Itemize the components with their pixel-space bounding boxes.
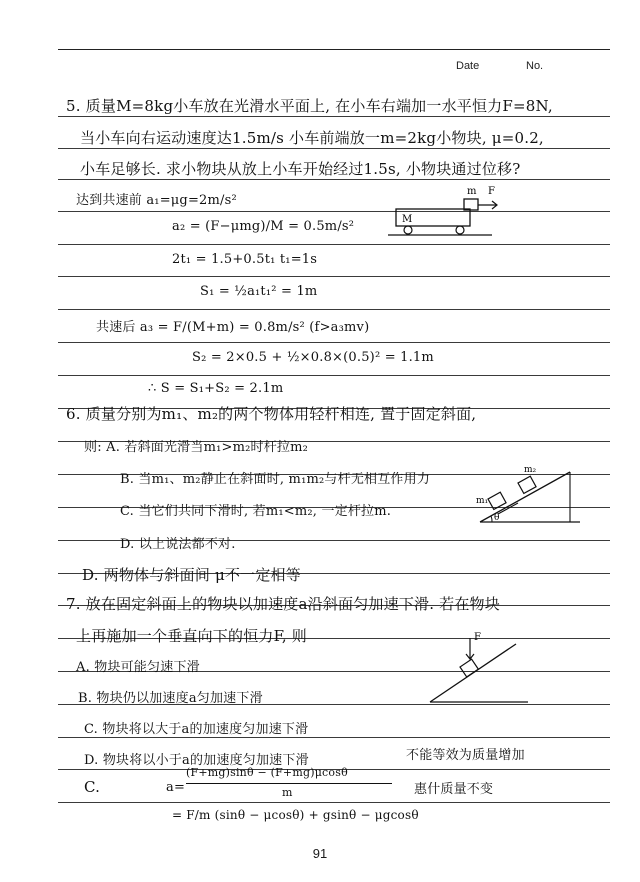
q5-stem-line-3: 小车足够长. 求小物块从放上小车开始经过1.5s, 小物块通过位移? (80, 160, 521, 178)
q7-option-c: C. 物块将以大于a的加速度匀加速下滑 (84, 722, 309, 737)
q7-eq1-denominator: m (282, 786, 293, 799)
q7-eq2: = F/m (sinθ − μcosθ) + gsinθ − μgcosθ (172, 808, 419, 822)
q5-step-s2: S₂ = 2×0.5 + ½×0.8×(0.5)² = 1.1m (192, 350, 434, 365)
fig-theta-label: θ (494, 513, 500, 523)
ruled-line (58, 244, 610, 245)
q5-step-s1: S₁ = ½a₁t₁² = 1m (200, 284, 318, 299)
q6-option-b: B. 当m₁、m₂静止在斜面时, m₁m₂与杆无相互作用力 (120, 472, 431, 487)
q6-option-a: 则: A. 若斜面光滑当m₁>m₂时杆拉m₂ (84, 440, 309, 455)
block-m1 (488, 492, 506, 509)
q7-option-d: D. 物块将以小于a的加速度匀加速下滑 (84, 753, 309, 768)
q6-option-c: C. 当它们共同下滑时, 若m₁<m₂, 一定杆拉m. (120, 504, 392, 519)
q7-answer: C. (84, 778, 101, 796)
fig-F-label: F (488, 186, 495, 197)
q5-cart-figure (384, 182, 504, 246)
q6-option-d: D. 以上说法都不对. (120, 537, 236, 552)
q7-stem-line-2: 上再施加一个垂直向下的恒力F, 则 (76, 627, 308, 645)
header-rule (58, 49, 610, 50)
ruled-line (58, 802, 610, 803)
q7-incline-figure (424, 630, 534, 706)
q7-stem-line-1: 7. 放在固定斜面上的物块以加速度a沿斜面匀加速下滑. 若在物块 (66, 595, 500, 613)
ruled-line (58, 211, 610, 212)
q7-note-1: 不能等效为质量增加 (406, 748, 525, 763)
ruled-line (58, 375, 610, 376)
q5-step-a2: a₂ = (F−μmg)/M = 0.5m/s² (172, 219, 355, 234)
fig-F-label: F (474, 632, 481, 643)
q5-stem-line-1: 5. 质量M=8kg小车放在光滑水平面上, 在小车右端加一水平恒力F=8N, (66, 97, 553, 115)
q5-step-a3: 共速后 a₃ = F/(M+m) = 0.8m/s² (f>a₃mv) (96, 320, 370, 335)
q5-stem-line-2: 当小车向右运动速度达1.5m/s 小车前端放一m=2kg小物块, μ=0.2, (80, 129, 544, 147)
q5-step-a1: 达到共速前 a₁=μg=2m/s² (76, 193, 237, 208)
q7-eq1-fraction-bar (186, 783, 392, 784)
number-label: No. (526, 60, 544, 72)
q5-step-t1: 2t₁ = 1.5+0.5t₁ t₁=1s (172, 252, 318, 267)
ruled-line (58, 116, 610, 117)
q6-stem: 6. 质量分别为m₁、m₂的两个物体用轻杆相连, 置于固定斜面, (66, 405, 477, 423)
connecting-rod (498, 503, 518, 514)
q6-incline-figure (474, 466, 586, 528)
ruled-line (58, 309, 610, 310)
ruled-line (58, 737, 610, 738)
fig-M-label: M (402, 214, 413, 225)
block-shape (460, 659, 478, 677)
date-label: Date (456, 60, 480, 72)
angle-arc (491, 516, 492, 522)
ruled-line (58, 276, 610, 277)
fig-m-label: m (467, 186, 477, 197)
block-m2 (518, 476, 536, 493)
q7-eq1-numerator: (F+mg)sinθ − (F+mg)μcosθ (186, 766, 348, 779)
fig-m2-label: m₂ (524, 465, 537, 475)
q7-option-b: B. 物块仍以加速度a匀加速下滑 (78, 691, 263, 706)
q5-step-s-total: ∴ S = S₁+S₂ = 2.1m (148, 381, 284, 396)
q7-eq1-lhs: a= (166, 780, 186, 795)
cart-wheel (456, 226, 464, 234)
q7-option-a: A. 物块可能匀速下滑 (76, 660, 200, 675)
q6-answer: D. 两物体与斜面间 μ不一定相等 (82, 566, 301, 584)
q7-note-2: 惠什质量不变 (414, 782, 494, 797)
fig-m1-label: m₁ (476, 496, 489, 506)
page-number: 91 (312, 846, 328, 861)
ruled-line (58, 179, 610, 180)
cart-wheel (404, 226, 412, 234)
ruled-line (58, 148, 610, 149)
ruled-line (58, 342, 610, 343)
